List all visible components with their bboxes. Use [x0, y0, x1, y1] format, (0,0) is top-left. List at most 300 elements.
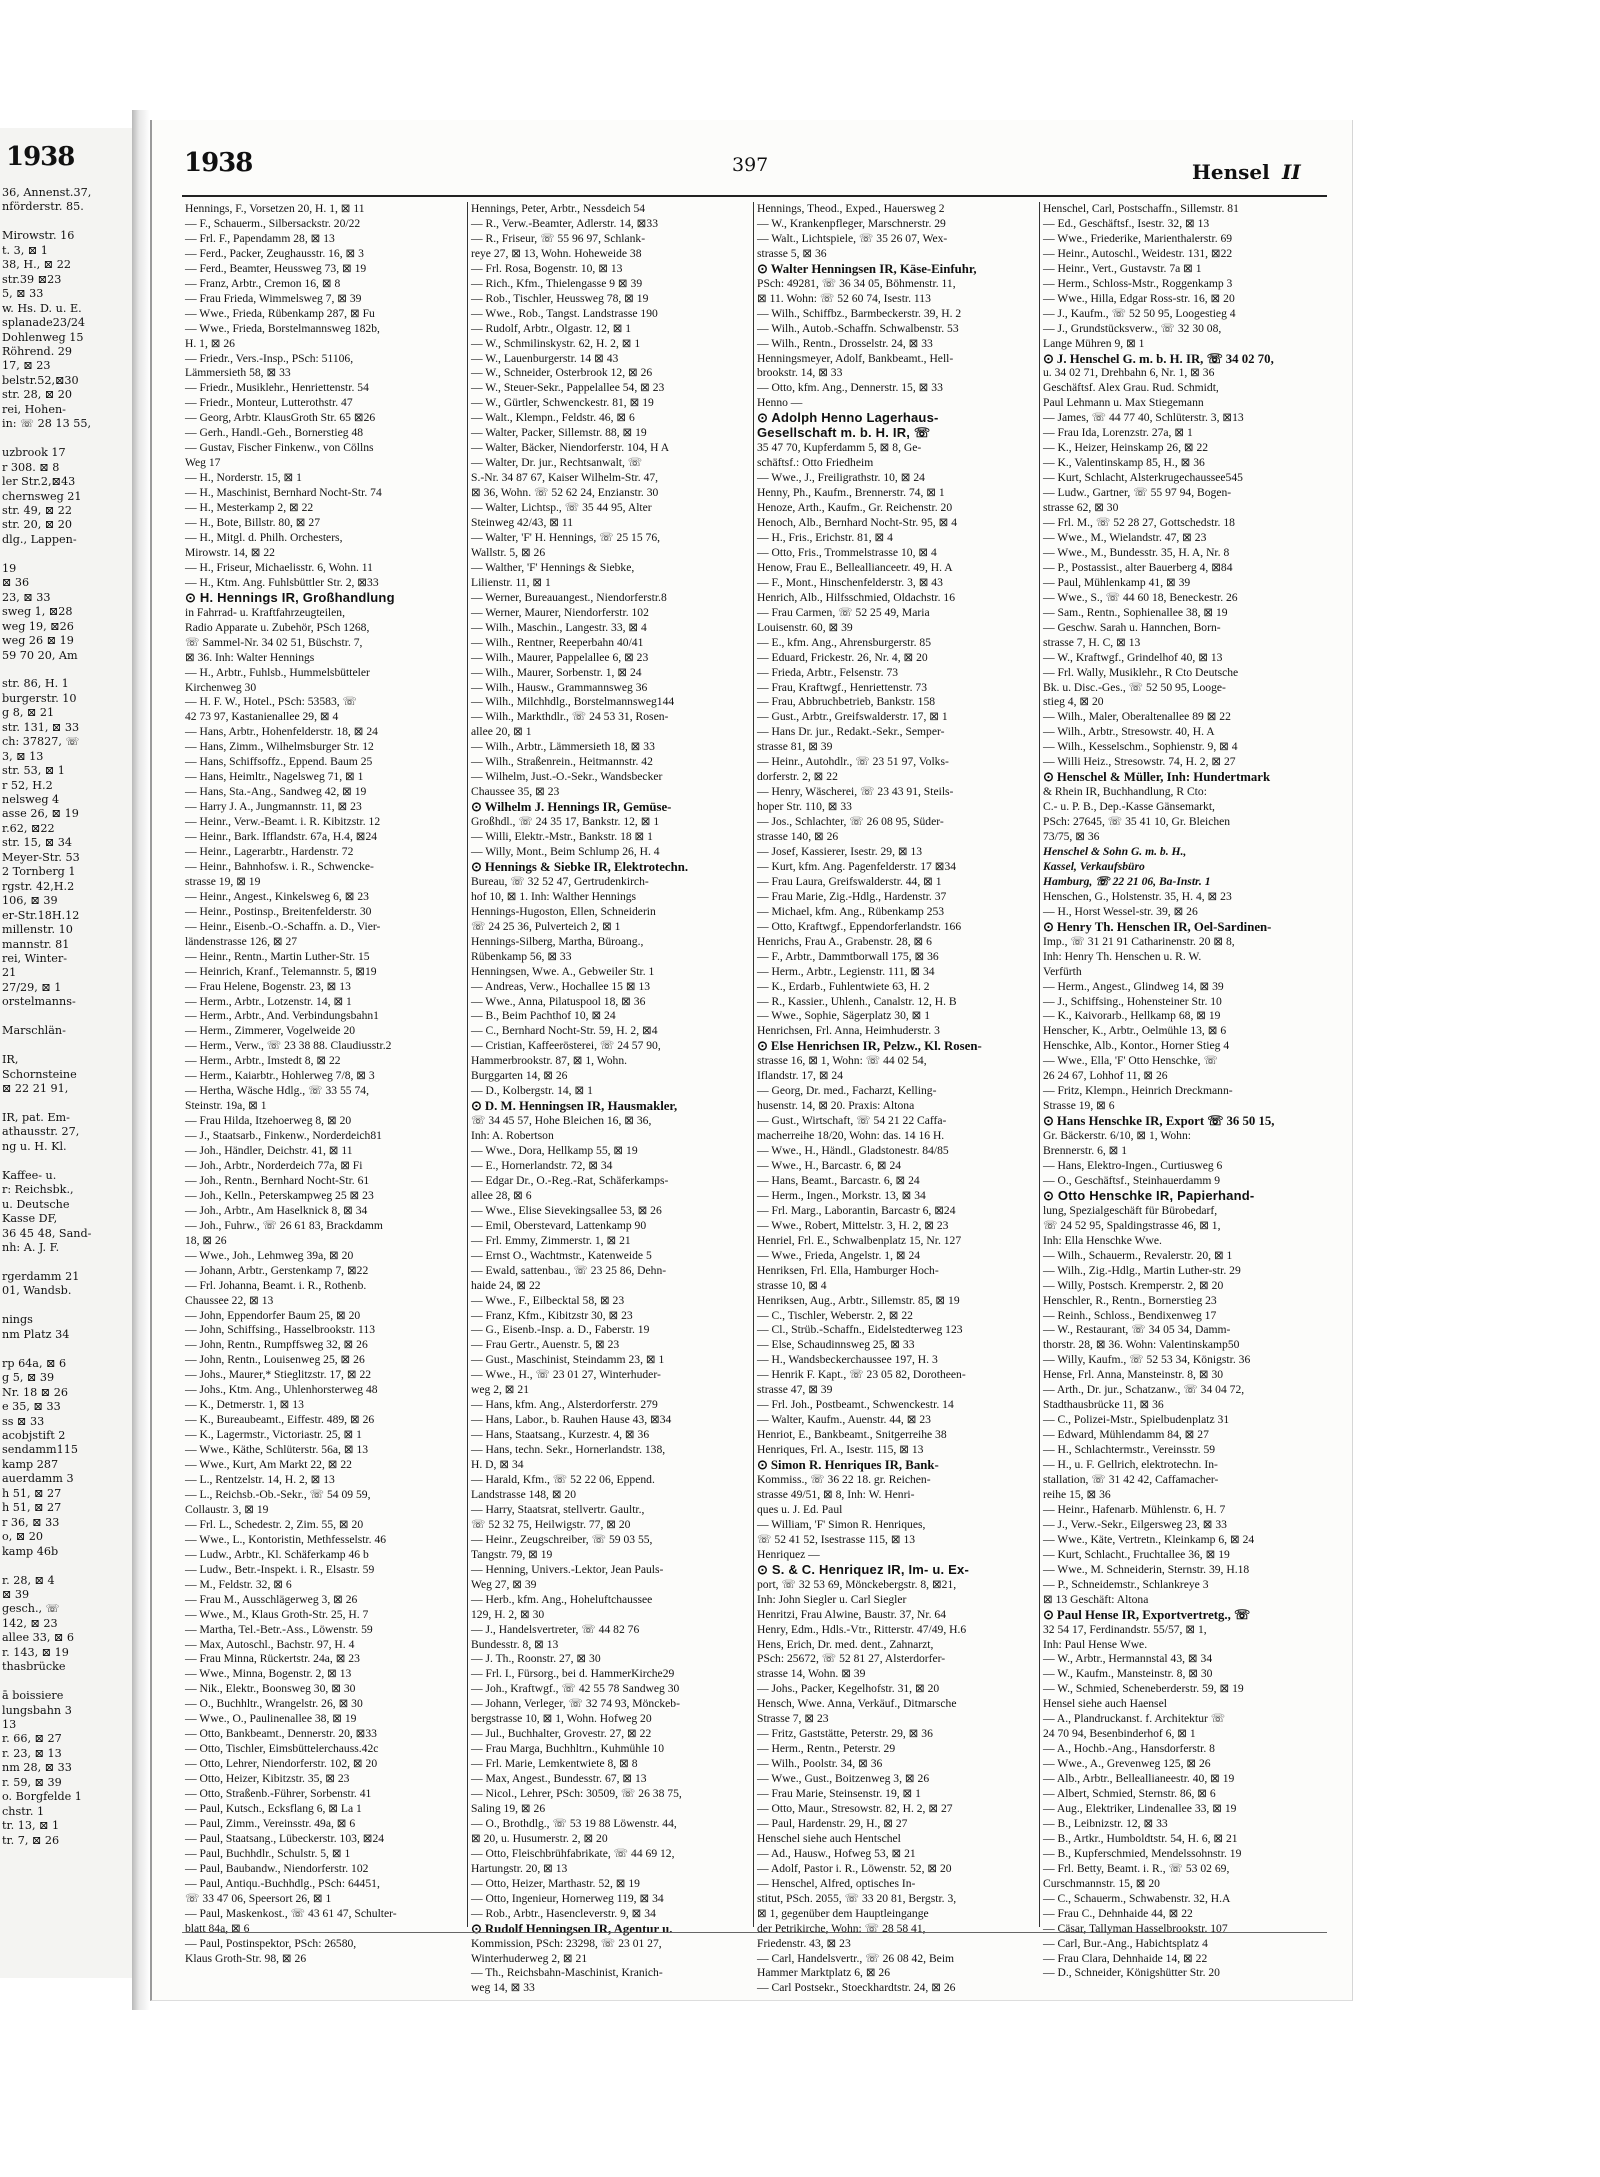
directory-entry-line: — Werner, Maurer, Niendorferstr. 102	[471, 605, 649, 619]
header-rule	[182, 195, 1327, 197]
directory-entry-line: — Josef, Kassierer, Isestr. 29, ⊠ 13	[757, 844, 923, 858]
directory-entry-line: ⊙ J. Henschel G. m. b. H. IR, ☏ 34 02 70,	[1043, 351, 1274, 366]
directory-entry-line: — Frl. Wally, Musiklehr., R Cto Deutsche	[1043, 665, 1239, 679]
adjacent-page-line: Meyer-Str. 53	[2, 850, 80, 864]
directory-entry-line: ⊙ Walter Henningsen IR, Käse-Einfuhr,	[757, 261, 977, 276]
directory-entry-line: — H., Mitgl. d. Philh. Orchesters,	[185, 530, 343, 544]
directory-entry-line: — C., Schauerm., Schwabenstr. 32, H.A	[1043, 1891, 1231, 1905]
adjacent-page-line: Kaffee- u.	[2, 1168, 57, 1182]
adjacent-page-line: 142, ⊠ 23	[2, 1616, 58, 1630]
directory-entry-line: Hammer Marktplatz 6, ⊠ 26	[757, 1966, 891, 1980]
directory-page	[150, 120, 1353, 2001]
directory-entry-line: — B., Artkr., Humboldtstr. 54, H. 6, ⊠ 21	[1043, 1831, 1238, 1845]
directory-entry-line: — Hans, Labor., b. Rauhen Hause 43, ⊠34	[471, 1413, 672, 1427]
directory-entry-line: — John, Schiffsing., Hasselbrookstr. 113	[185, 1323, 376, 1337]
directory-entry-line: — Heinr., Hafenarb. Mühlenstr. 6, H. 7	[1043, 1502, 1226, 1516]
directory-entry-line: Henscher, K., Arbtr., Oelmühle 13, ⊠ 6	[1043, 1024, 1227, 1038]
adjacent-page-fragment	[0, 128, 133, 1978]
adjacent-page-line: nm Platz 34	[2, 1327, 70, 1341]
directory-entry-line: — Johs., Packer, Kegelhofstr. 31, ⊠ 20	[757, 1682, 940, 1696]
directory-entry-line: — Frau Marie, Zig.-Hdlg., Hardenstr. 37	[757, 889, 947, 903]
directory-entry-line: — Otto, Heizer, Marthastr. 52, ⊠ 19	[471, 1876, 640, 1890]
directory-entry-line: — Aug., Elektriker, Lindenallee 33, ⊠ 19	[1043, 1801, 1237, 1815]
directory-entry-line: — Rob., Tischler, Heussweg 78, ⊠ 19	[471, 291, 649, 305]
directory-entry-line: & Rhein IR, Buchhandlung, R Cto:	[1043, 785, 1207, 799]
directory-entry-line: — Ludw., Gartner, ☏ 55 97 94, Bogen-	[1043, 486, 1232, 500]
directory-entry-line: — Arth., Dr. jur., Schatzanw., ☏ 34 04 72,	[1043, 1383, 1245, 1397]
directory-entry-line: ☏ 52 32 75, Heilwigstr. 77, ⊠ 20	[471, 1517, 631, 1531]
directory-entry-line: — Frl. Marg., Laborantin, Barcastr 6, ⊠24	[757, 1203, 956, 1217]
adjacent-page-line: o, ⊠ 20	[2, 1530, 44, 1544]
directory-entry-line: Inh: John Siegler u. Carl Siegler	[757, 1592, 907, 1606]
directory-entry-line: — Fritz, Gaststätte, Peterstr. 29, ⊠ 36	[757, 1727, 933, 1741]
directory-entry-line: — Wilh., Autob.-Schaffn. Schwalbenstr. 53	[757, 321, 959, 335]
directory-entry-line: — Ferd., Beamter, Heussweg 73, ⊠ 19	[185, 261, 367, 275]
directory-entry-line: — Wilh., Schiffbz., Barmbeckerstr. 39, H. 2	[757, 306, 962, 320]
directory-entry-line: — Ferd., Packer, Zeughausstr. 16, ⊠ 3	[185, 246, 364, 260]
adjacent-page-line: weg 26 ⊠ 19	[2, 634, 74, 648]
adjacent-page-line: r 52, H.2	[2, 778, 53, 792]
adjacent-page-line: 13	[2, 1718, 17, 1732]
directory-entry-line: — Heinrich, Kranf., Telemannstr. 5, ⊠19	[185, 964, 377, 978]
directory-entry-line: — Heinr., Lagerarbtr., Hardenstr. 72	[185, 844, 354, 858]
directory-entry-line: — Wwe., Dora, Hellkamp 55, ⊠ 19	[471, 1144, 638, 1158]
directory-entry-line: 32 54 17, Ferdinandstr. 55/57, ⊠ 1,	[1043, 1622, 1207, 1636]
directory-entry-line: — Wwe., Minna, Bogenstr. 2, ⊠ 13	[185, 1667, 352, 1681]
directory-entry-line: — W., Arbtr., Hermannstal 43, ⊠ 34	[1043, 1652, 1213, 1666]
adjacent-page-line: allee 33, ⊠ 6	[2, 1631, 75, 1645]
directory-entry-line: — Paul, Mühlenkamp 41, ⊠ 39	[1043, 575, 1191, 589]
directory-entry-line: — Ludw., Betr.-Inspekt. i. R., Elsastr. 59	[185, 1562, 375, 1576]
directory-entry-line: — Hans, Sta.-Ang., Sandweg 42, ⊠ 19	[185, 785, 367, 799]
directory-entry-line: — Herm., Kaiarbtr., Hohlerweg 7/8, ⊠ 3	[185, 1069, 375, 1083]
directory-entry-line: in Fahrrad- u. Kraftfahrzeugteilen,	[185, 605, 345, 619]
directory-entry-line: — D., Kolbergstr. 14, ⊠ 1	[471, 1084, 593, 1098]
directory-entry-line: allee 20, ⊠ 1	[471, 725, 532, 739]
directory-entry-line: — Heinr., Eisenb.-O.-Schaffn. a. D., Vier-	[185, 919, 381, 933]
adjacent-page-line: burgerstr. 10	[2, 691, 77, 705]
directory-entry-line: ⊙ Otto Henschke IR, Papierhand-	[1043, 1187, 1255, 1203]
directory-entry-line: ☏ 52 41 52, Isestrasse 115, ⊠ 13	[757, 1532, 916, 1546]
directory-entry-line: — Otto, Tischler, Eimsbüttelerchauss.42c	[185, 1742, 379, 1756]
directory-entry-line: ☏ 24 52 95, Spaldingstrasse 46, ⊠ 1,	[1043, 1218, 1221, 1232]
directory-entry-line: Kassel, Verkaufsbüro	[1043, 859, 1145, 873]
directory-entry-line: — Walter, Dr. jur., Rechtsanwalt, ☏	[471, 456, 643, 470]
directory-entry-line: — J., Kaufm., ☏ 52 50 95, Loogestieg 4	[1043, 306, 1236, 320]
directory-entry-line: — Henning, Univers.-Lektor, Jean Pauls-	[471, 1562, 664, 1576]
directory-entry-line: — Herm., Arbtr., And. Verbindungsbahn1	[185, 1009, 379, 1023]
directory-entry-line: — Frl. M., ☏ 52 28 27, Gottschedstr. 18	[1043, 516, 1235, 530]
directory-entry-line: — Heinr., Autoschl., Weidestr. 131, ⊠22	[1043, 246, 1233, 260]
directory-entry-line: strasse 49/51, ⊠ 8, Inh: W. Henri-	[757, 1487, 915, 1501]
directory-entry-line: port, ☏ 32 53 69, Mönckebergstr. 8, ⊠21,	[757, 1577, 957, 1591]
directory-entry-line: — Wwe., Frieda, Angelstr. 1, ⊠ 24	[757, 1248, 921, 1262]
directory-entry-line: — Walter, Lichtsp., ☏ 35 44 95, Alter	[471, 501, 652, 515]
directory-entry-line: Brennerstr. 6, ⊠ 1	[1043, 1144, 1128, 1158]
directory-entry-line: — Ernst O., Wachtmstr., Katenweide 5	[471, 1248, 652, 1262]
directory-entry-line: — Hans, Heimltr., Nagelsweg 71, ⊠ 1	[185, 770, 364, 784]
directory-entry-line: Großhdl., ☏ 24 35 17, Bankstr. 12, ⊠ 1	[471, 815, 660, 829]
directory-entry-line: Mirowstr. 14, ⊠ 22	[185, 545, 275, 559]
directory-entry-line: — P., Schneidemstr., Schlankreye 3	[1043, 1577, 1209, 1591]
directory-entry-line: Winterhuderweg 2, ⊠ 21	[471, 1951, 588, 1965]
directory-entry-line: blatt 84a, ⊠ 6	[185, 1921, 250, 1935]
adjacent-page-line: w. Hs. D. u. E.	[2, 301, 82, 315]
directory-entry-line: Hennings-Silberg, Martha, Büroang.,	[471, 934, 644, 948]
directory-entry-line: Henow, Frau E., Belleallianceetr. 49, H. A	[757, 560, 953, 574]
directory-entry-line: — B., Kupferschmied, Mendelssohnstr. 19	[1043, 1846, 1242, 1860]
adjacent-page-line: Mirowstr. 16	[2, 229, 75, 243]
adjacent-page-line: splanade23/24	[2, 316, 86, 330]
directory-entry-line: ⊙ Hennings & Siebke IR, Elektrotechn.	[471, 859, 689, 874]
directory-entry-line: — Frau Ida, Lorenzstr. 27a, ⊠ 1	[1043, 426, 1193, 440]
directory-entry-line: Louisenstr. 60, ⊠ 39	[757, 620, 853, 634]
directory-entry-line: — A., Plandruckanst. f. Architektur ☏	[1043, 1712, 1226, 1726]
directory-entry-line: — Nicol., Lehrer, PSch: 30509, ☏ 26 38 75,	[471, 1787, 682, 1801]
directory-entry-line: — H., Ktm. Ang. Fuhlsbüttler Str. 2, ⊠33	[185, 575, 379, 589]
directory-entry-line: — Frau, Kraftwgf., Henriettenstr. 73	[757, 680, 927, 694]
adjacent-page-line: 36, Annenst.37,	[2, 186, 92, 199]
directory-entry-line: Strasse 19, ⊠ 6	[1043, 1099, 1115, 1113]
directory-entry-line: hof 10, ⊠ 1. Inh: Walther Hennings	[471, 889, 637, 903]
directory-entry-line: — Wwe., A., Grevenweg 125, ⊠ 26	[1043, 1757, 1211, 1771]
adjacent-page-line: str. 53, ⊠ 1	[2, 764, 65, 778]
directory-entry-line: — Cäsar, Tallyman Hasselbrookstr. 107	[1043, 1921, 1228, 1935]
directory-entry-line: Hennings, F., Vorsetzen 20, H. 1, ⊠ 11	[185, 202, 365, 215]
directory-entry-line: — Johann, Arbtr., Gerstenkamp 7, ⊠22	[185, 1263, 369, 1277]
directory-entry-line: PSch: 49281, ☏ 36 34 05, Böhmenstr. 11,	[757, 276, 956, 290]
directory-entry-line: Henrichs, Frau A., Grabenstr. 28, ⊠ 6	[757, 934, 932, 948]
directory-entry-line: Hennings, Peter, Arbtr., Nessdeich 54	[471, 202, 646, 215]
directory-entry-line: — Rudolf, Arbtr., Olgastr. 12, ⊠ 1	[471, 321, 632, 335]
directory-entry-line: — Heinr., Angest., Kinkelsweg 6, ⊠ 23	[185, 889, 369, 903]
directory-entry-line: Iflandstr. 17, ⊠ 24	[757, 1069, 844, 1083]
directory-entry-line: reihe 15, ⊠ 36	[1043, 1487, 1111, 1501]
adjacent-page-line: sendamm115	[2, 1443, 78, 1457]
directory-entry-line: — Wwe., Kurt, Am Markt 22, ⊠ 22	[185, 1458, 352, 1472]
directory-entry-line: — Wwe., Robert, Mittelstr. 3, H. 2, ⊠ 23	[757, 1218, 949, 1232]
directory-entry-line: strasse 14, Wohn. ⊠ 39	[757, 1667, 866, 1681]
directory-entry-line: — D., Schneider, Königshütter Str. 20	[1043, 1966, 1220, 1980]
directory-entry-line: — Ad., Hausw., Hofweg 53, ⊠ 21	[757, 1846, 916, 1860]
adjacent-page-line: r 308. ⊠ 8	[2, 460, 60, 474]
directory-entry-line: Steinweg 42/43, ⊠ 11	[471, 516, 574, 530]
directory-entry-line: Collaustr. 3, ⊠ 19	[185, 1502, 269, 1516]
directory-entry-line: — Wwe., M., Bundesstr. 35, H. A, Nr. 8	[1043, 545, 1230, 559]
directory-entry-line: Geschäftsf. Alex Grau. Rud. Schmidt,	[1043, 381, 1219, 395]
directory-entry-line: Friedenstr. 43, ⊠ 23	[757, 1936, 851, 1950]
directory-entry-line: — Fritz, Klempn., Heinrich Dreckmann-	[1043, 1084, 1233, 1098]
directory-entry-line: Hammerbrookstr. 87, ⊠ 1, Wohn.	[471, 1054, 628, 1068]
directory-entry-line: — Gerh., Handl.-Geh., Bornerstieg 48	[185, 426, 364, 440]
directory-entry-line: — Gust., Maschinist, Steindamm 23, ⊠ 1	[471, 1353, 665, 1367]
directory-entry-line: strasse 16, ⊠ 1, Wohn: ☏ 44 02 54,	[757, 1054, 927, 1068]
directory-entry-line: — Hans, techn. Sekr., Hornerlandstr. 138,	[471, 1443, 666, 1457]
adjacent-page-line: dlg., Lappen-	[2, 532, 77, 546]
directory-entry-line: — Georg, Arbtr. KlausGroth Str. 65 ⊠26	[185, 411, 376, 425]
adjacent-page-line: r 36, ⊠ 33	[2, 1515, 60, 1529]
directory-entry-line: — Edward, Mühlendamm 84, ⊠ 27	[1043, 1428, 1209, 1442]
directory-entry-line: — Carl, Bur.-Ang., Habichtsplatz 4	[1043, 1936, 1208, 1950]
directory-entry-line: — Heinr., Postinsp., Breitenfelderstr. 30	[185, 904, 372, 918]
directory-entry-line: hoper Str. 110, ⊠ 33	[757, 800, 852, 814]
directory-entry-line: S.-Nr. 34 87 67, Kaiser Wilhelm-Str. 47,	[471, 471, 659, 485]
directory-entry-line: — Andreas, Verw., Hochallee 15 ⊠ 13	[471, 979, 651, 993]
adjacent-page-line: g 8, ⊠ 21	[2, 706, 55, 720]
directory-entry-line: — K., Bureaubeamt., Eiffestr. 489, ⊠ 26	[185, 1413, 375, 1427]
adjacent-page-line: e 35, ⊠ 33	[2, 1400, 61, 1414]
directory-entry-line: — Edgar Dr., O.-Reg.-Rat, Schäferkamps-	[471, 1173, 669, 1187]
directory-entry-line: — W., Kraftwgf., Grindelhof 40, ⊠ 13	[1043, 650, 1223, 664]
directory-entry-line: — Wwe., Rob., Tangst. Landstrasse 190	[471, 306, 658, 320]
directory-entry-line: — Frau Hilda, Itzehoerweg 8, ⊠ 20	[185, 1114, 352, 1128]
directory-entry-line: ⊠ 36, Wohn. ☏ 52 62 24, Enzianstr. 30	[471, 486, 659, 500]
directory-entry-line: PSch: 25672, ☏ 52 81 27, Alsterdorfer-	[757, 1652, 946, 1666]
directory-entry-line: — Wwe., S., ☏ 44 60 18, Beneckestr. 26	[1043, 590, 1238, 604]
directory-entry-line: — Otto, Lehrer, Niendorferstr. 102, ⊠ 20	[185, 1757, 378, 1771]
directory-entry-line: Lange Mühren 9, ⊠ 1	[1043, 336, 1145, 350]
adjacent-page-line: str. 20, ⊠ 20	[2, 518, 72, 532]
directory-entry-line: — Hans, Schiffsoffz., Eppend. Baum 25	[185, 755, 373, 769]
directory-entry-line: — Wwe., H., Händl., Gladstonestr. 84/85	[757, 1144, 949, 1158]
directory-entry-line: strasse 47, ⊠ 39	[757, 1383, 833, 1397]
directory-entry-line: — Henry, Wäscherei, ☏ 23 43 91, Steils-	[757, 785, 954, 799]
adjacent-page-line: r. 23, ⊠ 13	[2, 1746, 62, 1760]
directory-entry-line: — Heinr., Autohdlr., ☏ 23 51 97, Volks-	[757, 755, 949, 769]
directory-entry-line: — Wilh., Zig.-Hdlg., Martin Luther-str. 29	[1043, 1263, 1241, 1277]
directory-entry-line: — W., Gürtler, Schwenckestr. 81, ⊠ 19	[471, 396, 654, 410]
adjacent-page-line: kamp 287	[2, 1457, 59, 1471]
adjacent-page-line: sweg 1, ⊠28	[2, 605, 73, 619]
directory-entry-line: ⊙ Adolph Henno Lagerhaus-	[757, 410, 939, 426]
directory-entry-line: — Wilh., Poolstr. 34, ⊠ 36	[757, 1757, 883, 1771]
directory-entry-line: — Else, Schaudinnsweg 25, ⊠ 33	[757, 1338, 915, 1352]
directory-entry-line: — W., Lauenburgerstr. 14 ⊠ 43	[471, 351, 619, 365]
directory-entry-line: H. 1, ⊠ 26	[185, 336, 235, 350]
book-gutter	[132, 110, 150, 2010]
directory-entry-line: — Georg, Dr. med., Facharzt, Kelling-	[757, 1084, 937, 1098]
directory-entry-line: — Willy, Postsch. Kremperstr. 2, ⊠ 20	[1043, 1278, 1224, 1292]
adjacent-page-line: in: ☏ 28 13 55,	[2, 417, 92, 431]
directory-entry-line: ques u. J. Ed. Paul	[757, 1502, 843, 1516]
directory-entry-line: — H., Arbtr., Fuhlsb., Hummelsbütteler	[185, 665, 370, 679]
directory-entry-line: — Frau, Abbruchbetrieb, Bankstr. 158	[757, 695, 936, 709]
directory-entry-line: — Wwe., F., Eilbecktal 58, ⊠ 23	[471, 1293, 625, 1307]
directory-entry-line: Steinstr. 19a, ⊠ 1	[185, 1099, 267, 1113]
directory-entry-line: schäftsf.: Otto Friedheim	[757, 456, 874, 470]
directory-entry-line: — Heinr., Bahnhofsw. i. R., Schwencke-	[185, 859, 374, 873]
directory-entry-line: Tangstr. 79, ⊠ 19	[471, 1547, 553, 1561]
directory-entry-line: PSch: 27645, ☏ 35 41 10, Gr. Bleichen	[1043, 815, 1231, 829]
adjacent-page-line: er-Str.18H.12	[2, 908, 80, 922]
directory-entry-line: — Emil, Oberstevard, Lattenkamp 90	[471, 1218, 647, 1232]
directory-entry-line: Henriques, Frl. A., Isestr. 115, ⊠ 13	[757, 1443, 924, 1457]
directory-entry-line: Bundesstr. 8, ⊠ 13	[471, 1637, 559, 1651]
directory-entry-line: Henry, Edm., Hdls.-Vtr., Ritterstr. 47/49, H.6	[757, 1622, 967, 1636]
directory-entry-line: — Herm., Arbtr., Legienstr. 111, ⊠ 34	[757, 964, 935, 978]
directory-entry-line: — Hans, kfm. Ang., Alsterdorferstr. 279	[471, 1398, 658, 1412]
directory-entry-line: — Frl. Betty, Beamt. i. R., ☏ 53 02 69,	[1043, 1861, 1230, 1875]
directory-entry-line: — Jos., Schlachter, ☏ 26 08 95, Süder-	[757, 815, 944, 829]
directory-entry-line: — Wilh., Rentn., Drosselstr. 24, ⊠ 33	[757, 336, 933, 350]
directory-entry-line: — Wilh., Kesselschm., Sophienstr. 9, ⊠ 4	[1043, 740, 1238, 754]
directory-entry-line: — Walt., Klempn., Feldstr. 46, ⊠ 6	[471, 411, 635, 425]
adjacent-page-line: athausstr. 27,	[2, 1125, 80, 1139]
adjacent-page-line: 01, Wandsb.	[2, 1284, 72, 1298]
directory-entry-line: — W., Schmied, Scheneberderstr. 59, ⊠ 19	[1043, 1682, 1244, 1696]
directory-entry-line: stieg 4, ⊠ 20	[1043, 695, 1104, 709]
directory-entry-line: — Otto, Straßenb.-Führer, Sorbenstr. 41	[185, 1787, 372, 1801]
directory-entry-line: husenstr. 14, ⊠ 20. Praxis: Altona	[757, 1099, 915, 1113]
directory-entry-line: reye 27, ⊠ 13, Wohn. Hoheweide 38	[471, 246, 642, 260]
directory-entry-line: — Wwe., M., Wielandstr. 47, ⊠ 23	[1043, 530, 1207, 544]
adjacent-page-line: rp 64a, ⊠ 6	[2, 1356, 67, 1370]
adjacent-page-line: IR, pat. Em-	[2, 1111, 70, 1124]
adjacent-page-line: str. 28, ⊠ 20	[2, 388, 72, 402]
directory-entry-line: — Paul, Buchhdlr., Schulstr. 5, ⊠ 1	[185, 1846, 351, 1860]
directory-entry-line: Hennings, Theod., Exped., Hauersweg 2	[757, 202, 945, 215]
directory-entry-line: — E., Hornerlandstr. 72, ⊠ 34	[471, 1159, 613, 1172]
directory-entry-line: Saling 19, ⊠ 26	[471, 1801, 546, 1815]
adjacent-page-line: nings	[2, 1313, 33, 1327]
directory-entry-line: — Ed., Geschäftsf., Isestr. 32, ⊠ 13	[1043, 216, 1210, 230]
directory-entry-line: — F., Arbtr., Dammtborwall 175, ⊠ 36	[757, 949, 939, 963]
directory-entry-line: ⊙ Henry Th. Henschen IR, Oel-Sardinen-	[1043, 919, 1272, 934]
directory-entry-line: macherreihe 18/20, Wohn: das. 14 16 H.	[757, 1129, 945, 1143]
directory-entry-line: — Franz, Arbtr., Cremon 16, ⊠ 8	[185, 276, 341, 290]
adjacent-page-line: asse 26, ⊠ 19	[2, 807, 79, 821]
directory-entry-line: — Herm., Arbtr., Imstedt 8, ⊠ 22	[185, 1054, 341, 1068]
directory-entry-line: — C., Bernhard Nocht-Str. 59, H. 2, ⊠4	[471, 1024, 658, 1038]
directory-entry-line: — Th., Reichsbahn-Maschinist, Kranich-	[471, 1966, 663, 1980]
directory-entry-line: — Otto, Heizer, Kibitzstr. 35, ⊠ 23	[185, 1772, 350, 1786]
adjacent-page-line: ch: 37827, ☏	[2, 735, 80, 749]
directory-entry-line: — K., Lagermstr., Victoriastr. 25, ⊠ 1	[185, 1428, 362, 1442]
directory-entry-line: — Herm., Verw., ☏ 23 38 88. Claudiusstr.2	[185, 1039, 392, 1053]
directory-entry-line: stitut, PSch. 2055, ☏ 33 20 81, Bergstr. 3,	[757, 1891, 957, 1905]
directory-entry-line: — Heinr., Rentn., Martin Luther-Str. 15	[185, 949, 370, 963]
directory-entry-line: — Frl. Johanna, Beamt. i. R., Rothenb.	[185, 1278, 367, 1292]
directory-entry-line: Bureau, ☏ 32 52 47, Gertrudenkirch-	[471, 874, 649, 888]
adjacent-page-line: str. 15, ⊠ 34	[2, 836, 72, 850]
directory-entry-line: — Paul, Baubandw., Niendorferstr. 102	[185, 1861, 369, 1875]
directory-entry-line: Henny, Ph., Kaufm., Brennerstr. 74, ⊠ 1	[757, 486, 945, 500]
directory-entry-line: ⊙ Paul Hense IR, Exportvertretg., ☏	[1043, 1607, 1251, 1622]
directory-entry-line: — Frl. L., Schedestr. 2, Zim. 55, ⊠ 20	[185, 1517, 364, 1531]
directory-entry-line: — E., kfm. Ang., Ahrensburgerstr. 85	[757, 635, 932, 649]
directory-entry-line: — Carl Postsekr., Stoeckhardtstr. 24, ⊠ 26	[757, 1981, 956, 1995]
directory-entry-line: — Herm., Arbtr., Lotzenstr. 14, ⊠ 1	[185, 994, 352, 1008]
directory-entry-line: — Wwe., H., ☏ 23 01 27, Winterhuder-	[471, 1368, 661, 1382]
directory-entry-line: — Wwe., Friederike, Marienthalerstr. 69	[1043, 231, 1233, 245]
directory-entry-line: Weg 27, ⊠ 39	[471, 1577, 537, 1591]
directory-entry-line: — Wilh., Maschin., Langestr. 33, ⊠ 4	[471, 620, 647, 634]
directory-entry-line: Imp., ☏ 31 21 91 Catharinenstr. 20 ⊠ 8,	[1043, 934, 1235, 948]
adjacent-page-line: ⊠ 36	[2, 576, 30, 590]
directory-entry-line: Chaussee 22, ⊠ 13	[185, 1293, 274, 1307]
directory-entry-line: — H. F. W., Hotel., PSch: 53583, ☏	[185, 695, 358, 709]
directory-entry-line: — W., Restaurant, ☏ 34 05 34, Damm-	[1043, 1323, 1231, 1337]
directory-entry-line: — Frl. Rosa, Bogenstr. 10, ⊠ 13	[471, 261, 623, 275]
directory-entry-line: — Wilh., Maurer, Pappelallee 6, ⊠ 23	[471, 650, 649, 664]
directory-entry-line: — Harry, Staatsrat, stellvertr. Gaultr.,	[471, 1502, 645, 1516]
directory-entry-line: Inh: A. Robertson	[471, 1129, 554, 1143]
directory-entry-line: — Gustav, Fischer Finkenw., von Cöllns	[185, 441, 374, 455]
directory-entry-line: — Harry J. A., Jungmannstr. 11, ⊠ 23	[185, 800, 362, 814]
adjacent-page-line: orstelmanns-	[2, 995, 76, 1009]
directory-entry-line: — Willy, Mont., Beim Schlump 26, H. 4	[471, 844, 660, 858]
directory-entry-line: — K., Detmerstr. 1, ⊠ 13	[185, 1398, 304, 1412]
directory-entry-line: — Friedr., Musiklehr., Henriettenstr. 54	[185, 381, 369, 395]
directory-entry-line: Henschel & Sohn G. m. b. H.,	[1043, 844, 1187, 858]
directory-entry-line: — Wilh., Arbtr., Stresowstr. 40, H. A	[1043, 725, 1215, 739]
adjacent-page-line: acobjstift 2	[2, 1428, 66, 1442]
directory-column-2	[468, 202, 754, 1995]
directory-entry-line: — Joh., Rentn., Bernhard Nocht-Str. 61	[185, 1173, 370, 1187]
adjacent-page-line: Schornsteine	[2, 1067, 77, 1081]
directory-entry-line: — Joh., Arbtr., Am Haselknick 8, ⊠ 34	[185, 1203, 368, 1217]
directory-entry-line: ⊙ Rudolf Henningsen IR, Agentur u.	[471, 1921, 673, 1936]
directory-entry-line: Henoch, Alb., Bernhard Nocht-Str. 95, ⊠ 4	[757, 516, 958, 530]
directory-columns	[182, 202, 1327, 1995]
directory-entry-line: — Cristian, Kaffeerösterei, ☏ 24 57 90,	[471, 1039, 661, 1053]
directory-entry-line: — K., Erdarb., Fuhlentwiete 63, H. 2	[757, 979, 930, 993]
directory-entry-line: — Frieda, Arbtr., Felsenstr. 73	[757, 665, 899, 679]
directory-entry-line: Henschler, R., Rentn., Bornerstieg 23	[1043, 1293, 1217, 1307]
directory-entry-line: Henningsen, Wwe. A., Gebweiler Str. 1	[471, 964, 655, 978]
adjacent-page-line: ss ⊠ 33	[2, 1414, 45, 1428]
directory-entry-line: ⊙ S. & C. Henriquez IR, Im- u. Ex-	[757, 1561, 969, 1577]
directory-entry-line: strasse 81, ⊠ 39	[757, 740, 833, 754]
adjacent-page-line: ng u. H. Kl.	[2, 1139, 67, 1153]
directory-entry-line: — Cl., Strüb.-Schaffn., Eidelstedterweg 123	[757, 1323, 963, 1337]
directory-entry-line: — Frau M., Ausschlägerweg 3, ⊠ 26	[185, 1592, 358, 1606]
directory-entry-line: Weg 17	[185, 456, 221, 470]
directory-entry-line: stallation, ☏ 31 42 42, Caffamacher-	[1043, 1473, 1219, 1487]
directory-entry-line: — Kurt, Schlacht, Alsterkrugechaussee545	[1043, 471, 1243, 485]
adjacent-page-line: kamp 46b	[2, 1544, 59, 1558]
directory-entry-line: ☏ 24 25 36, Pulverteich 2, ⊠ 1	[471, 919, 621, 933]
directory-entry-line: — Hans, Staatsang., Kurzestr. 4, ⊠ 36	[471, 1428, 650, 1442]
directory-entry-line: — Frau Marie, Steinsenstr. 19, ⊠ 1	[757, 1787, 921, 1801]
directory-entry-line: — James, ☏ 44 77 40, Schlüterstr. 3, ⊠13	[1043, 411, 1244, 425]
directory-entry-line: — Max, Autoschl., Bachstr. 97, H. 4	[185, 1637, 355, 1651]
directory-entry-line: — Walter, Kaufm., Auenstr. 44, ⊠ 23	[757, 1413, 931, 1427]
directory-entry-line: — Heinr., Verw.-Beamt. i. R. Kibitzstr. 12	[185, 815, 381, 829]
directory-entry-line: — Otto, Bankbeamt., Dennerstr. 20, ⊠33	[185, 1727, 377, 1741]
directory-entry-line: — K., Heizer, Heinskamp 26, ⊠ 22	[1043, 441, 1209, 455]
adjacent-page-line: Röhrend. 29	[2, 344, 73, 358]
directory-entry-line: Curschmannstr. 15, ⊠ 20	[1043, 1876, 1160, 1890]
directory-entry-line: — Rich., Kfm., Thielengasse 9 ⊠ 39	[471, 276, 643, 290]
directory-entry-line: — Wwe., O., Paulinenallee 38, ⊠ 19	[185, 1712, 357, 1726]
directory-entry-line: — Wilh., Markthdlr., ☏ 24 53 31, Rosen-	[471, 710, 669, 724]
adjacent-page-line: 19	[2, 561, 17, 575]
adjacent-page-line: u. Deutsche	[2, 1197, 70, 1211]
directory-entry-line: — Frau Marga, Buchhltrn., Kuhmühle 10	[471, 1742, 664, 1756]
directory-entry-line: — Paul, Staatsang., Lübeckerstr. 103, ⊠24	[185, 1831, 385, 1845]
adjacent-page-line: h 51, ⊠ 27	[2, 1486, 62, 1500]
adjacent-page-line: chernsweg 21	[2, 489, 82, 503]
directory-entry-line: ⊙ D. M. Henningsen IR, Hausmakler,	[471, 1099, 678, 1114]
directory-entry-line: Henningsmeyer, Adolf, Bankbeamt., Hell-	[757, 351, 954, 365]
directory-entry-line: — Gust., Arbtr., Greifswalderstr. 17, ⊠ 1	[757, 710, 948, 724]
directory-entry-line: — Otto, kfm. Ang., Dennerstr. 15, ⊠ 33	[757, 381, 943, 395]
directory-column-3	[754, 202, 1040, 1995]
directory-entry-line: — Heinr., Bark. Ifflandstr. 67a, H.4, ⊠24	[185, 830, 378, 844]
directory-entry-line: Henschel siehe auch Hentschel	[757, 1831, 901, 1845]
directory-entry-line: weg 2, ⊠ 21	[471, 1383, 530, 1397]
